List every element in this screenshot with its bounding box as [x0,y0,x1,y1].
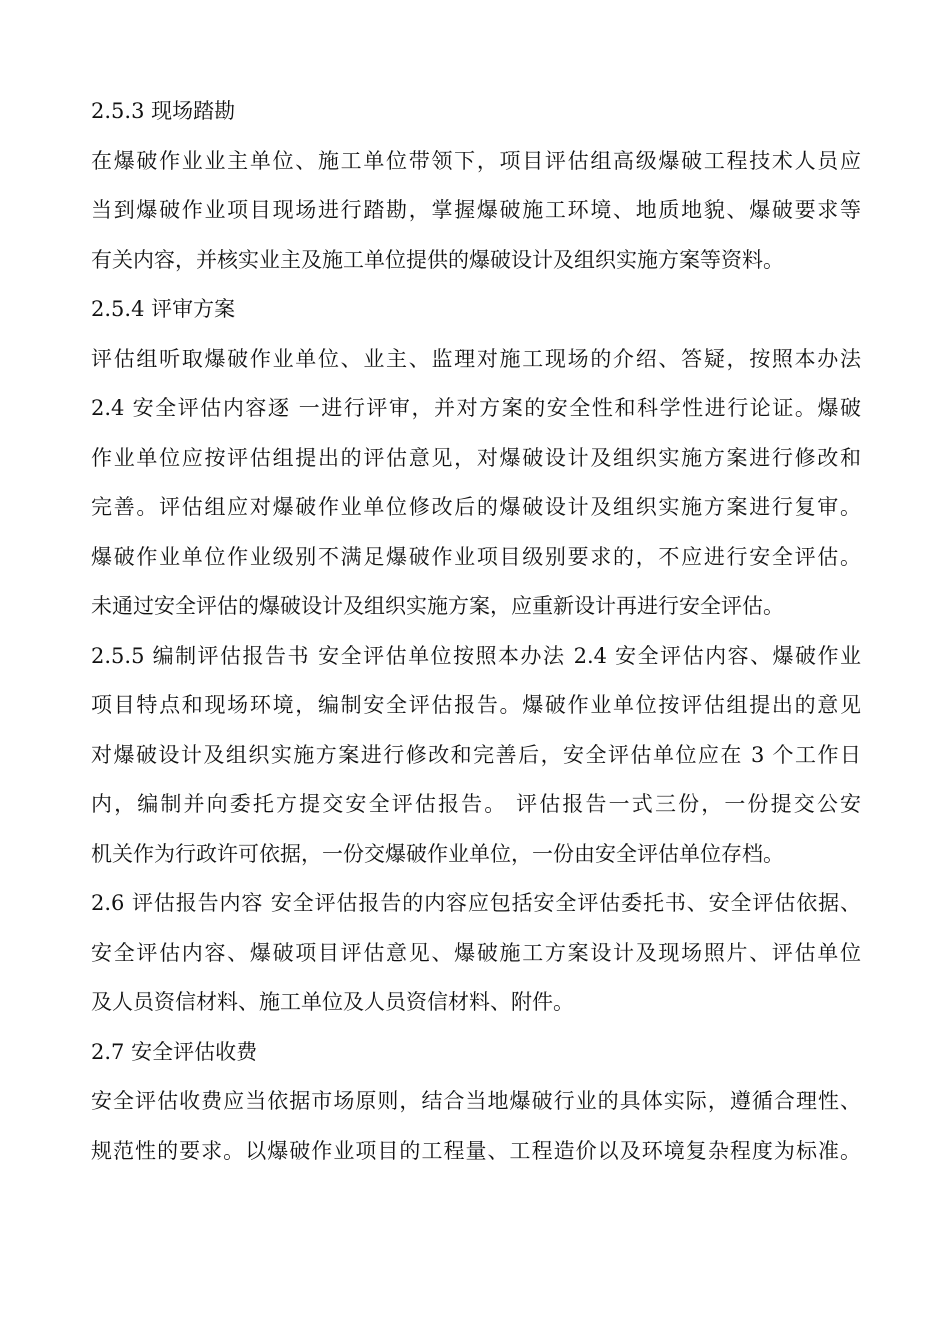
paragraph-line: 项目特点和现场环境，编制安全评估报告。爆破作业单位按评估组提出的意见 [91,693,861,717]
paragraph-line: 当到爆破作业项目现场进行踏勘，掌握爆破施工环境、地质地貌、爆破要求等 [91,198,861,222]
heading-2-5-3: 2.5.3 现场踏勘 [91,99,236,123]
document-page [91,94,861,1183]
paragraph-line: 未通过安全评估的爆破设计及组织实施方案，应重新设计再进行安全评估。 [91,594,784,618]
paragraph-line: 爆破作业单位作业级别不满足爆破作业项目级别要求的，不应进行安全评估。 [91,544,861,569]
paragraph-line: 对爆破设计及组织实施方案进行修改和完善后，安全评估单位应在 3 个工作日 [91,742,861,767]
paragraph-line: 安全评估内容、爆破项目评估意见、爆破施工方案设计及现场照片、评估单位 [91,940,861,965]
paragraph-line: 安全评估收费应当依据市场原则，结合当地爆破行业的具体实际，遵循合理性、 [91,1089,861,1113]
paragraph-line: 评估组听取爆破作业单位、业主、监理对施工现场的介绍、答疑，按照本办法 [91,346,861,371]
heading-2-7: 2.7 安全评估收费 [91,1039,258,1064]
paragraph-line: 及人员资信材料、施工单位及人员资信材料、附件。 [91,990,574,1014]
paragraph-line: 规范性的要求。以爆破作业项目的工程量、工程造价以及环境复杂程度为标准。 [91,1138,861,1163]
paragraph-line: 作业单位应按评估组提出的评估意见，对爆破设计及组织实施方案进行修改和 [91,445,861,470]
heading-2-6-line: 2.6 评估报告内容 安全评估报告的内容应包括安全评估委托书、安全评估依据、 [91,891,861,915]
paragraph-line: 2.4 安全评估内容逐 一进行评审，并对方案的安全性和科学性进行论证。爆破 [91,396,861,420]
paragraph-line: 在爆破作业业主单位、施工单位带领下，项目评估组高级爆破工程技术人员应 [91,148,861,173]
heading-2-5-4: 2.5.4 评审方案 [91,297,236,321]
paragraph-line: 机关作为行政许可依据，一份交爆破作业单位，一份由安全评估单位存档。 [91,841,784,866]
heading-2-5-5-line: 2.5.5 编制评估报告书 安全评估单位按照本办法 2.4 安全评估内容、爆破作业 [91,643,861,668]
paragraph-line: 完善。评估组应对爆破作业单位修改后的爆破设计及组织实施方案进行复审。 [91,495,861,519]
paragraph-line: 有关内容，并核实业主及施工单位提供的爆破设计及组织实施方案等资料。 [91,247,784,272]
paragraph-line: 内，编制并向委托方提交安全评估报告。 评估报告一式三份，一份提交公安 [91,792,861,816]
